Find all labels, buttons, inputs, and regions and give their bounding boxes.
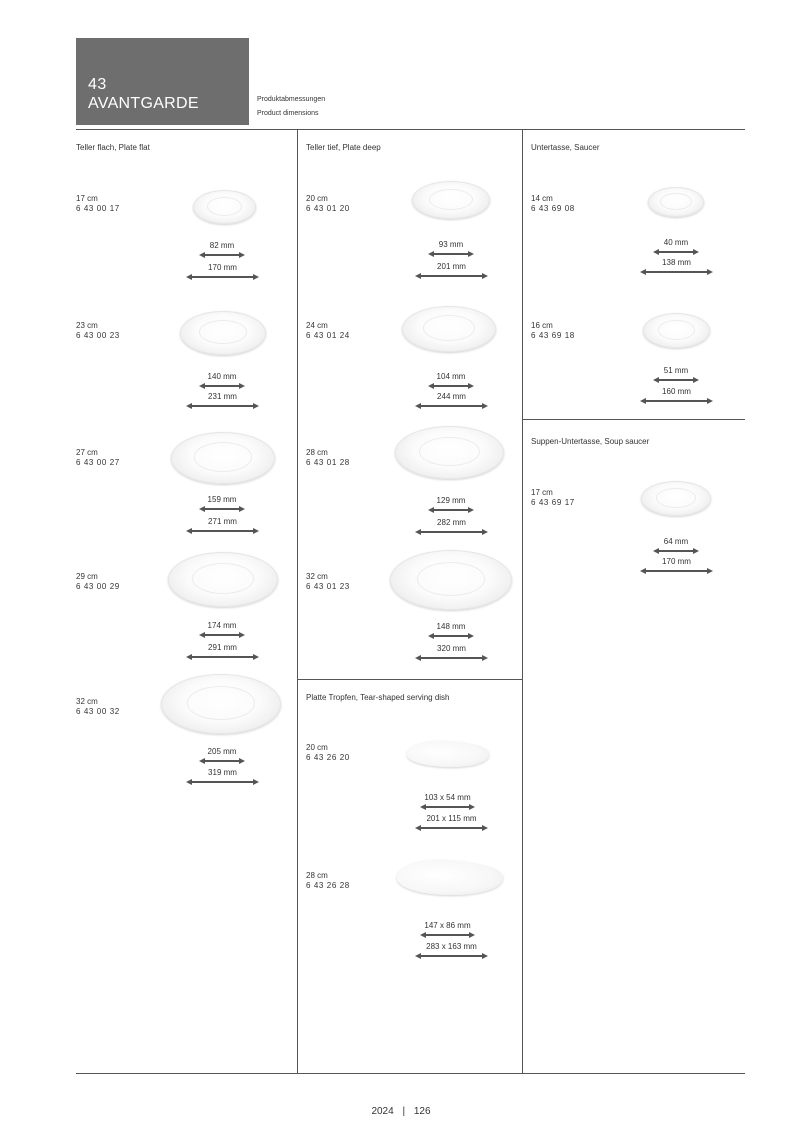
soup-saucer-image <box>641 481 711 516</box>
dimension-label: 320 mm <box>437 644 466 653</box>
product-size: 32 cm <box>76 697 98 706</box>
product-size: 27 cm <box>76 448 98 457</box>
product-code: 6 43 00 17 <box>76 204 120 213</box>
page-number: 126 <box>413 1106 431 1117</box>
product-code: 6 43 69 08 <box>531 204 575 213</box>
tear-dish-image <box>407 740 490 769</box>
product-size: 20 cm <box>306 194 328 203</box>
chapter-number: 43 <box>88 76 107 93</box>
flat-plate-image <box>161 674 281 734</box>
saucer-soup-divider <box>522 419 745 420</box>
footer-year: 2024 <box>371 1106 394 1117</box>
deep-tear-divider <box>297 679 522 680</box>
dimension-label: 205 mm <box>207 747 237 756</box>
product-size: 28 cm <box>306 448 328 457</box>
dimension-label: 291 mm <box>208 643 237 652</box>
dimension-label: 138 mm <box>662 258 691 267</box>
product-size: 14 cm <box>531 194 553 203</box>
flat-plate-image <box>193 190 256 224</box>
bottom-rule <box>76 1073 745 1074</box>
dimension-label: 140 mm <box>207 372 237 381</box>
product-size: 24 cm <box>306 321 328 330</box>
deep-plate-image <box>390 550 512 610</box>
dimension-label: 93 mm <box>438 240 464 249</box>
product-code: 6 43 01 24 <box>306 331 350 340</box>
dimension-label: 271 mm <box>208 517 237 526</box>
flat-plate-image <box>168 552 278 607</box>
dimension-label: 129 mm <box>436 496 466 505</box>
dimension-label: 82 mm <box>209 241 235 250</box>
dimension-label: 319 mm <box>208 768 237 777</box>
product-code: 6 43 00 27 <box>76 458 120 467</box>
dimension-label: 51 mm <box>663 366 689 375</box>
column-divider-1 <box>297 129 298 1074</box>
product-code: 6 43 00 32 <box>76 707 120 716</box>
dimension-label: 160 mm <box>662 387 691 396</box>
product-size: 28 cm <box>306 871 328 880</box>
dimension-label: 174 mm <box>207 621 237 630</box>
product-code: 6 43 01 23 <box>306 582 350 591</box>
subtitle-english: Product dimensions <box>257 110 319 117</box>
product-code: 6 43 26 20 <box>306 753 350 762</box>
product-code: 6 43 69 17 <box>531 498 575 507</box>
product-code: 6 43 01 28 <box>306 458 350 467</box>
product-size: 17 cm <box>531 488 553 497</box>
product-code: 6 43 00 23 <box>76 331 120 340</box>
tear-dish-image <box>396 858 503 897</box>
flat-plate-image <box>180 311 266 355</box>
product-code: 6 43 26 28 <box>306 881 350 890</box>
dimension-label: 159 mm <box>207 495 237 504</box>
section-title-saucer: Untertasse, Saucer <box>531 143 600 152</box>
product-size: 20 cm <box>306 743 328 752</box>
subtitle-german: Produktabmessungen <box>257 96 326 103</box>
header-block <box>76 38 249 125</box>
deep-plate-image <box>395 426 504 479</box>
deep-plate-image <box>412 181 490 219</box>
product-code: 6 43 00 29 <box>76 582 120 591</box>
page-footer <box>0 1106 802 1117</box>
section-title-deep: Teller tief, Plate deep <box>306 143 381 152</box>
product-size: 29 cm <box>76 572 98 581</box>
dimension-label: 148 mm <box>436 622 466 631</box>
dimension-label: 64 mm <box>663 537 689 546</box>
dimension-label: 244 mm <box>437 392 466 401</box>
product-code: 6 43 69 18 <box>531 331 575 340</box>
dimension-label: 283 x 163 mm <box>426 942 477 951</box>
dimension-label: 147 x 86 mm <box>424 921 471 930</box>
product-size: 16 cm <box>531 321 553 330</box>
deep-plate-image <box>402 306 496 352</box>
dimension-label: 40 mm <box>663 238 689 247</box>
product-size: 17 cm <box>76 194 98 203</box>
dimension-label: 201 x 115 mm <box>426 814 477 823</box>
dimension-label: 170 mm <box>662 557 691 566</box>
product-size: 23 cm <box>76 321 98 330</box>
collection-title: AVANTGARDE <box>88 95 199 112</box>
top-rule <box>76 129 745 130</box>
saucer-image <box>648 187 704 217</box>
product-size: 32 cm <box>306 572 328 581</box>
column-divider-2 <box>522 129 523 1074</box>
dimension-label: 103 x 54 mm <box>424 793 471 802</box>
section-title-tear-dish: Platte Tropfen, Tear-shaped serving dish <box>306 693 450 702</box>
section-title-flat: Teller flach, Plate flat <box>76 143 150 152</box>
dimension-label: 104 mm <box>436 372 466 381</box>
product-code: 6 43 01 20 <box>306 204 350 213</box>
dimension-label: 201 mm <box>437 262 466 271</box>
flat-plate-image <box>171 432 275 484</box>
saucer-image <box>643 313 710 348</box>
section-title-soup-saucer: Suppen-Untertasse, Soup saucer <box>531 437 650 446</box>
dimension-label: 170 mm <box>208 263 237 272</box>
dimension-label: 282 mm <box>437 518 466 527</box>
dimension-label: 231 mm <box>208 392 237 401</box>
footer-separator: | <box>402 1106 406 1117</box>
